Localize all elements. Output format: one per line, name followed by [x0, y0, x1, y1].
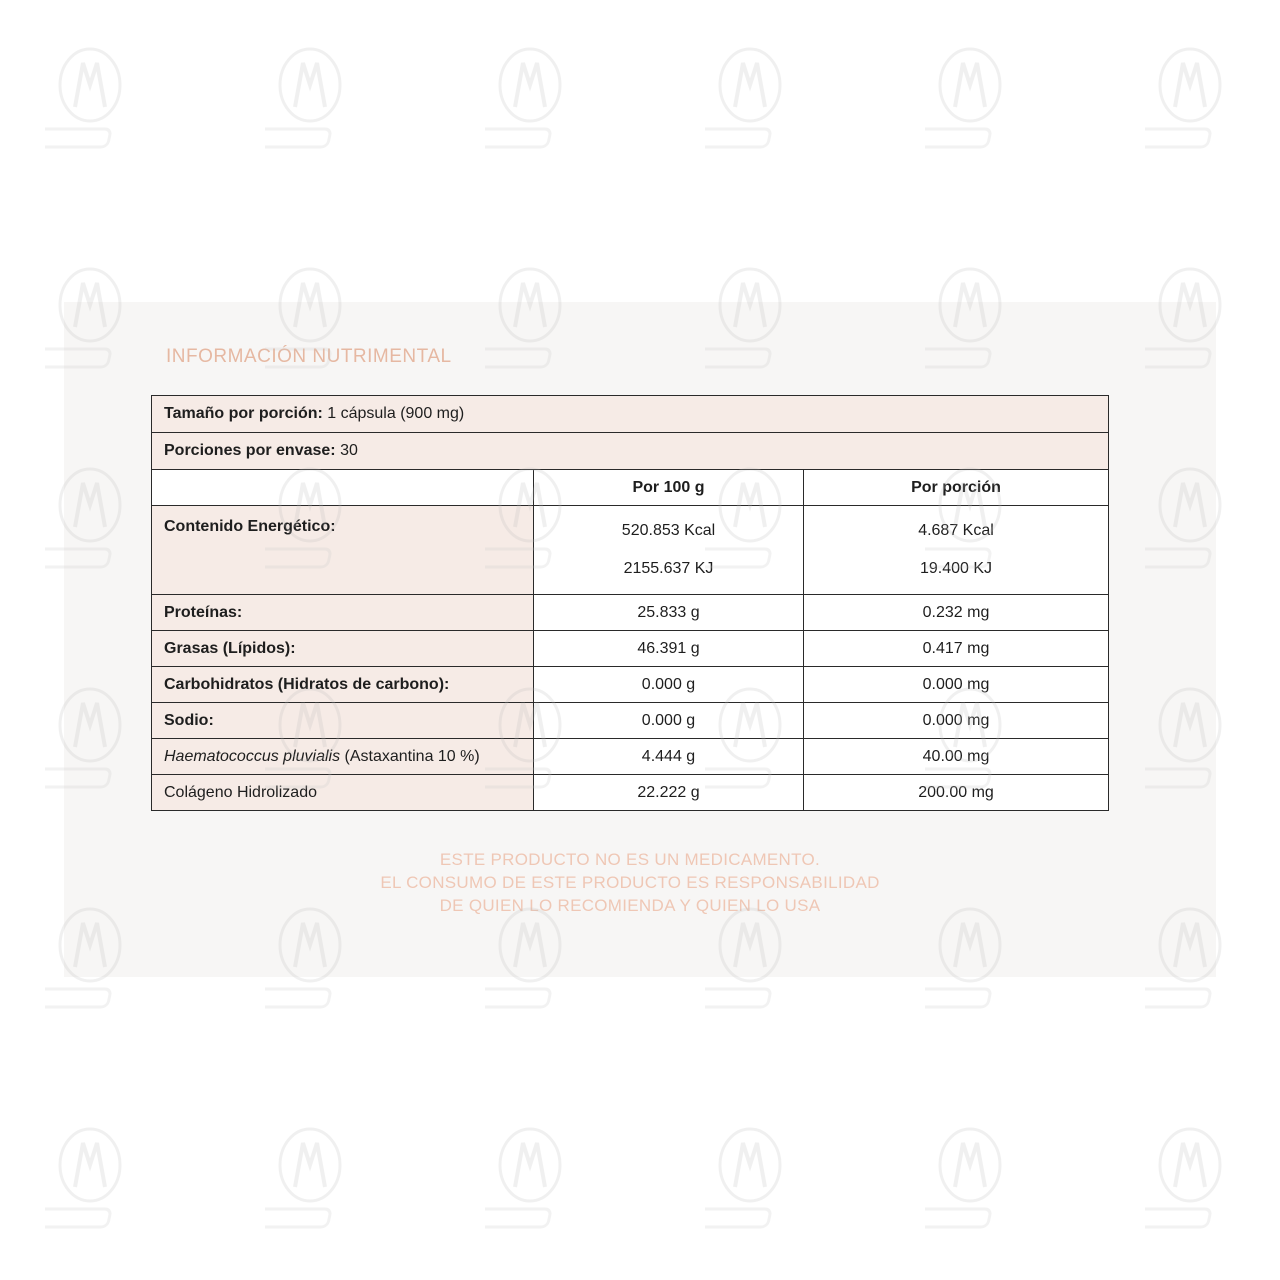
watermark-logo-icon — [45, 265, 135, 375]
watermark-logo-icon — [485, 1125, 575, 1235]
watermark-logo-icon — [265, 265, 355, 375]
watermark-logo-icon — [705, 465, 795, 575]
watermark-logo-icon — [1145, 465, 1235, 575]
nutrient-label: Sodio: — [152, 703, 534, 739]
watermark-logo-icon — [485, 465, 575, 575]
disclaimer-line: DE QUIEN LO RECOMIENDA Y QUIEN LO USA — [439, 896, 821, 915]
nutrient-label: Carbohidratos (Hidratos de carbono): — [152, 667, 534, 703]
nutrient-per-serving: 200.00 mg — [804, 775, 1109, 811]
watermark-logo-icon — [705, 905, 795, 1015]
watermark-logo-icon — [485, 45, 575, 155]
watermark-logo-icon — [925, 685, 1015, 795]
nutrient-per-100g: 0.000 g — [534, 667, 804, 703]
watermark-logo-icon — [925, 465, 1015, 575]
watermark-logo-icon — [925, 905, 1015, 1015]
nutrient-per-100g: 46.391 g — [534, 631, 804, 667]
energy-label: Contenido Energético: — [152, 506, 534, 595]
watermark-logo-icon — [485, 905, 575, 1015]
watermark-logo-icon — [485, 265, 575, 375]
energy-per-100g-kcal: 520.853 Kcal — [621, 522, 716, 539]
nutrient-per-100g: 0.000 g — [534, 703, 804, 739]
watermark-logo-icon — [45, 45, 135, 155]
watermark-logo-icon — [265, 45, 355, 155]
nutrient-row-fats — [152, 631, 1109, 667]
watermark-logo-icon — [265, 905, 355, 1015]
header-per-100g: Por 100 g — [534, 470, 804, 506]
header-per-serving: Por porción — [804, 470, 1109, 506]
watermark-logo-icon — [45, 465, 135, 575]
watermark-logo-icon — [45, 685, 135, 795]
disclaimer-line: EL CONSUMO DE ESTE PRODUCTO ES RESPONSABILIDAD — [380, 873, 880, 892]
watermark-logo-icon — [45, 905, 135, 1015]
nutrient-per-serving: 0.000 mg — [804, 667, 1109, 703]
watermark-logo-icon — [45, 1125, 135, 1235]
energy-per-100g-kj: 2155.637 KJ — [623, 560, 714, 577]
watermark-logo-icon — [925, 1125, 1015, 1235]
watermark-logo-icon — [265, 465, 355, 575]
servings-per-container-value: 30 — [335, 442, 358, 459]
nutrient-per-serving: 0.232 mg — [804, 595, 1109, 631]
watermark-logo-icon — [705, 685, 795, 795]
disclaimer — [290, 848, 970, 917]
nutrient-per-serving: 40.00 mg — [804, 739, 1109, 775]
servings-per-container-label: Porciones por envase: — [164, 442, 336, 459]
watermark-logo-icon — [705, 1125, 795, 1235]
energy-per-serving-kj: 19.400 KJ — [919, 560, 993, 577]
disclaimer-line: ESTE PRODUCTO NO ES UN MEDICAMENTO. — [439, 850, 821, 869]
nutrient-label: Proteínas: — [152, 595, 534, 631]
nutrient-per-100g: 25.833 g — [534, 595, 804, 631]
nutrient-per-100g: 22.222 g — [534, 775, 804, 811]
watermark-logo-icon — [1145, 905, 1235, 1015]
serving-size-value: 1 cápsula (900 mg) — [322, 405, 465, 422]
nutrient-label: Colágeno Hidrolizado — [152, 775, 534, 811]
watermark-logo-icon — [265, 1125, 355, 1235]
serving-size-row — [152, 396, 1109, 433]
watermark-logo-icon — [925, 45, 1015, 155]
nutrient-per-serving: 0.000 mg — [804, 703, 1109, 739]
species-name: Haematococcus pluvialis — [164, 747, 341, 765]
watermark-logo-icon — [705, 45, 795, 155]
servings-per-container-row — [152, 433, 1109, 470]
nutrient-per-100g: 4.444 g — [534, 739, 804, 775]
nutrient-per-serving: 0.417 mg — [804, 631, 1109, 667]
watermark-logo-icon — [705, 265, 795, 375]
watermark-logo-icon — [265, 685, 355, 795]
watermark-logo-icon — [1145, 45, 1235, 155]
serving-size-label: Tamaño por porción: — [164, 405, 323, 422]
watermark-logo-icon — [925, 265, 1015, 375]
nutrient-row-proteins — [152, 595, 1109, 631]
watermark-logo-icon — [1145, 1125, 1235, 1235]
watermark-logo-icon — [1145, 265, 1235, 375]
species-note: (Astaxantina 10 %) — [340, 747, 480, 765]
nutrition-heading: INFORMACIÓN NUTRIMENTAL — [166, 346, 452, 367]
watermark-logo-icon — [1145, 685, 1235, 795]
watermark-logo-icon — [485, 685, 575, 795]
nutrient-label: Grasas (Lípidos): — [152, 631, 534, 667]
energy-per-serving-kcal: 4.687 Kcal — [918, 522, 994, 539]
